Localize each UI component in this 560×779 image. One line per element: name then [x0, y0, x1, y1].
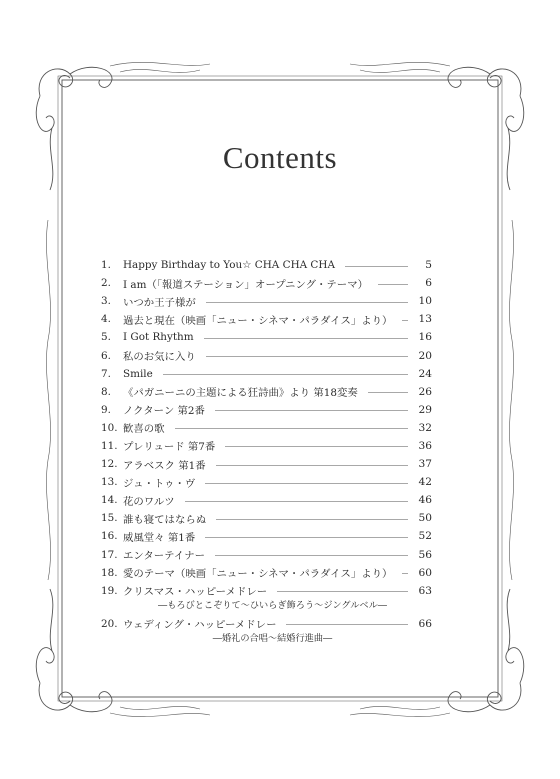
toc-entry — [101, 365, 432, 383]
leader-line — [402, 573, 408, 574]
entry-title: 私のお気に入り — [123, 351, 196, 364]
entry-number: 12. — [101, 458, 118, 471]
leader-line — [185, 501, 408, 502]
entry-page-number: 13 — [418, 313, 432, 326]
toc-entry — [101, 274, 432, 292]
entry-title: 誰も寝てはならぬ — [123, 513, 207, 526]
leader-line — [345, 266, 408, 267]
entry-number: 16. — [101, 530, 118, 543]
table-of-contents — [101, 256, 432, 648]
leader-line — [402, 320, 408, 321]
entry-number: 10. — [101, 421, 118, 434]
entry-page-number: 26 — [418, 385, 432, 398]
leader-line — [206, 302, 408, 303]
entry-number: 14. — [101, 494, 118, 507]
entry-page-number: 63 — [418, 584, 432, 597]
leader-line — [204, 338, 408, 339]
entry-title: 過去と現在（映画「ニュー・シネマ・パラダイス」より） — [123, 314, 393, 327]
entry-title: 愛のテーマ（映画「ニュー・シネマ・パラダイス」より） — [123, 568, 393, 581]
entry-number: 15. — [101, 512, 118, 525]
entry-number: 4. — [101, 313, 111, 326]
entry-title: Happy Birthday to You☆ CHA CHA CHA — [123, 259, 335, 272]
entry-number: 9. — [101, 403, 111, 416]
leader-line — [206, 356, 408, 357]
toc-entry — [101, 473, 432, 491]
entry-number: 17. — [101, 548, 118, 561]
entry-page-number: 66 — [418, 617, 432, 630]
entry-title: 《パガニーニの主題による狂詩曲》より 第18変奏 — [123, 387, 358, 400]
toc-entry — [101, 419, 432, 437]
entry-title: ノクターン 第2番 — [123, 405, 205, 418]
entry-number: 18. — [101, 566, 118, 579]
entry-number: 6. — [101, 349, 111, 362]
entry-number: 11. — [101, 439, 118, 452]
toc-entry — [101, 509, 432, 527]
entry-page-number: 24 — [418, 367, 432, 380]
leader-line — [286, 624, 408, 625]
entry-title: クリスマス・ハッピーメドレー — [123, 586, 268, 599]
leader-line — [163, 374, 408, 375]
entry-title: I am（「報道ステーション」オープニング・テーマ） — [123, 278, 368, 291]
toc-entry — [101, 401, 432, 419]
leader-line — [216, 465, 408, 466]
entry-number: 5. — [101, 331, 111, 344]
toc-entry — [101, 491, 432, 509]
entry-title: 威風堂々 第1番 — [123, 531, 196, 544]
toc-entry — [101, 527, 432, 545]
toc-entry — [101, 292, 432, 310]
entry-page-number: 42 — [418, 476, 432, 489]
toc-entry — [101, 346, 432, 364]
toc-entry — [101, 256, 432, 274]
entry-number: 20. — [101, 617, 118, 630]
page-title: Contents — [222, 140, 338, 175]
toc-entry — [101, 564, 432, 582]
leader-line — [216, 519, 408, 520]
entry-title: いつか王子様が — [123, 296, 196, 309]
entry-title: エンターテイナー — [123, 550, 205, 563]
entry-page-number: 32 — [418, 421, 432, 434]
entry-title: アラベスク 第1番 — [123, 459, 206, 472]
entry-title: 花のワルツ — [123, 495, 175, 508]
entry-number: 13. — [101, 476, 118, 489]
entry-page-number: 29 — [418, 403, 432, 416]
entry-title: 歓喜の歌 — [123, 423, 165, 436]
entry-title: Smile — [123, 367, 153, 380]
entry-page-number: 10 — [418, 295, 432, 308]
entry-page-number: 46 — [418, 494, 432, 507]
entry-number: 19. — [101, 584, 118, 597]
entry-title: プレリュード 第7番 — [123, 441, 216, 454]
entry-number: 2. — [101, 277, 111, 290]
toc-entry — [101, 615, 432, 648]
entry-number: 8. — [101, 385, 111, 398]
entry-page-number: 20 — [418, 349, 432, 362]
leader-line — [215, 555, 408, 556]
entry-page-number: 16 — [418, 331, 432, 344]
toc-entry — [101, 546, 432, 564]
entry-page-number: 5 — [425, 259, 432, 272]
leader-line — [378, 284, 408, 285]
toc-entry — [101, 582, 432, 615]
leader-line — [205, 537, 408, 538]
toc-entry — [101, 383, 432, 401]
entry-page-number: 52 — [418, 530, 432, 543]
leader-line — [175, 428, 408, 429]
leader-line — [225, 446, 408, 447]
entry-number: 3. — [101, 295, 111, 308]
leader-line — [205, 483, 408, 484]
entry-page-number: 56 — [418, 548, 432, 561]
toc-entry — [101, 310, 432, 328]
entry-subtitle: ―婚礼の合唱～結婚行進曲― — [212, 632, 333, 644]
toc-entry — [101, 328, 432, 346]
leader-line — [215, 410, 408, 411]
entry-number: 7. — [101, 367, 111, 380]
toc-entry — [101, 455, 432, 473]
entry-title: I Got Rhythm — [123, 331, 194, 344]
entry-page-number: 60 — [418, 566, 432, 579]
toc-entry — [101, 437, 432, 455]
entry-page-number: 37 — [418, 458, 432, 471]
entry-page-number: 6 — [425, 277, 432, 290]
leader-line — [368, 392, 408, 393]
entry-page-number: 36 — [418, 439, 432, 452]
entry-title: ウェディング・ハッピーメドレー — [123, 619, 277, 632]
entry-number: 1. — [101, 259, 111, 272]
entry-subtitle: ―もろびとこぞりて～ひいらぎ飾ろう～ジングルベル― — [158, 599, 387, 611]
leader-line — [277, 591, 408, 592]
entry-page-number: 50 — [418, 512, 432, 525]
entry-title: ジュ・トゥ・ヴ — [123, 477, 196, 490]
